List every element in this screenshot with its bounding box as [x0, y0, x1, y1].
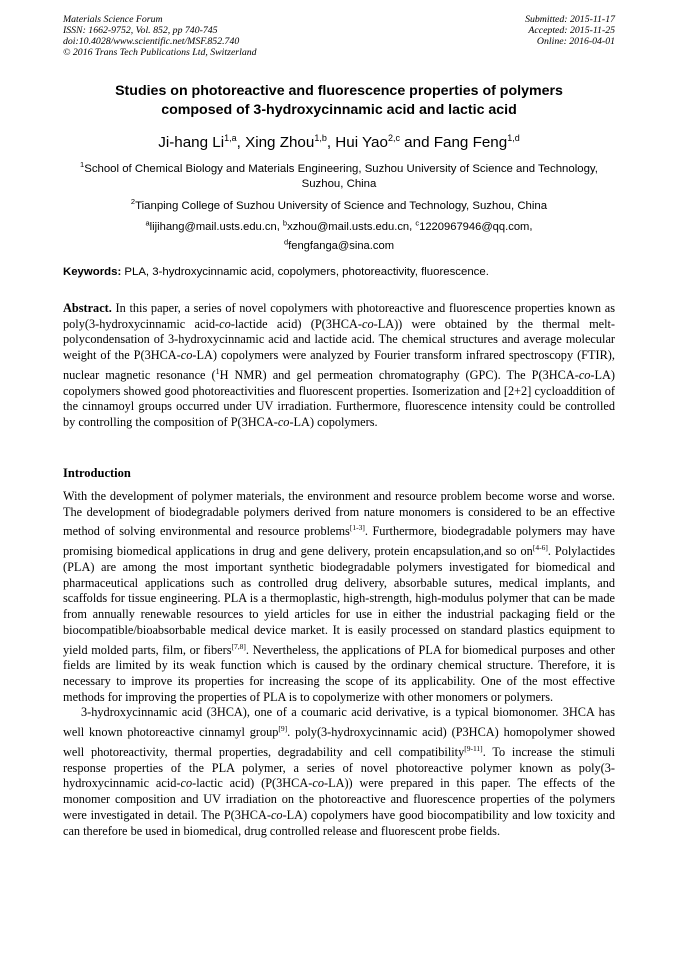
- email[interactable]: $^d$fengfanga@sina.com: [283, 237, 395, 253]
- paragraph: 3-hydroxycinnamic acid (3HCA), one of a coumaric acid derivative, is a typical biomonomer. 3HCA has well known photoreactive cinnamyl group[9]. poly(3-hydroxycinnamic acid) (P3HCA) homopolymer showed well photoreactivity, thermal properties, degradability and cell compatibility[9-11]. To increase the stimuli response properties of the PLA polymer, a series of novel photoreactive polymer known as poly(3-hydroxycinnamic acid-co-lactic acid) (P(3HCA-co-LA)) were prepared in this paper. The effects of the monomer composition and UV irradiation on the photoreactive and fluorescence properties of the polymers were investigated in detail. The P(3HCA-co-LA) copolymers have good biocompatibility and low toxicity and can therefore be used in biomedical, drug controlled release and fluorescent probe fields.: [63, 705, 616, 838]
- keywords: [63, 265, 615, 280]
- author: Ji-hang Li$^{1,a}$,: [158, 133, 246, 152]
- citation: [1-3]: [349, 523, 365, 533]
- keywords-text: PLA, 3-hydroxycinnamic acid, copolymers, photoreactivity, fluorescence.: [124, 266, 489, 278]
- paragraph: With the development of polymer materials, the environment and resource problem become worse and worse. The development of biodegradable polymers derived from nature monomers is considered to be an effective method of solving environmental and resource problems[1-3]. Furthermore, biodegradable polymers may have promising biomedical applications in drug and gene delivery, protein encapsulation,and so on[4-6]. Polylactides (PLA) are among the most important synthetic biodegradable polymers investigated for biomedical and pharmaceutical applications such as controlled drug delivery, absorbable sutures, medical implants, and scaffolds for tissue engineering. PLA is a thermoplastic, high-strength, high-modulus polymer that can be made from annually renewable resources to yield articles for use in either the industrial packaging field or the biocompatible/bioabsorbable medical device market. It is easily processed on standard plastics equipment to yield molded parts, film, or fibers[7,8]. Nevertheless, the applications of PLA for biomedical purposes and other fields are limited by its weak function which is caused by the ordinary chemical structure. Therefore, it is necessary to improve its properties for increasing the scope of its applicability. One of the most effective methods for improving the properties of PLA is to copolymerize with other monomers or polymers.: [63, 489, 615, 704]
- affiliation-2: $^2$Tianping College of Suzhou University of Science and Technology, Suzhou, China: [130, 197, 548, 212]
- header-right: [525, 14, 615, 47]
- author-list: [63, 129, 615, 152]
- header-left: [63, 14, 257, 58]
- citation: [7,8]: [231, 641, 246, 651]
- email[interactable]: $^a$lijihang@mail.usts.edu.cn: [145, 218, 277, 233]
- doi[interactable]: doi:10.4028/www.scientific.net/MSF.852.740: [63, 36, 240, 47]
- author: Xing Zhou$^{1,b}$,: [245, 133, 336, 152]
- abstract-label: Abstract.: [63, 301, 112, 315]
- citation: [9]: [278, 724, 288, 734]
- email[interactable]: $^c$1220967946@qq.com: [415, 218, 530, 233]
- introduction-heading: Introduction: [63, 466, 131, 480]
- paper-title: [63, 82, 615, 120]
- journal-name: Materials Science Forum: [63, 14, 163, 25]
- submitted-date: Submitted: 2015-11-17: [525, 14, 615, 25]
- title-line-1: Studies on photoreactive and fluorescence properties of polymers: [115, 83, 563, 99]
- copyright: © 2016 Trans Tech Publications Ltd, Switzerland: [63, 47, 257, 58]
- abstract: Abstract. In this paper, a series of novel copolymers with photoreactive and fluorescence properties known as poly(3-hydroxycinnamic acid-co-lactide acid) (P(3HCA-co-LA)) were obtained by the thermal melt-polycondensation of 3-hydroxycinnamic acid and lactide acid. The chemical structures and average molecular weight of the P(3HCA-co-LA) copolymers were analyzed by Fourier transform infrared spectroscopy (FTIR), nuclear magnetic resonance ($^1$H NMR) and gel permeation chromatography (GPC). The P(3HCA-co-LA) copolymers showed good photoreactivities and fluorescent properties. Isomerization and [2+2] cycloaddition of the cinnamoyl groups occurred under UV irradiation. Furthermore, fluorescence intensity could be controlled by controlling the composition of P(3HCA-co-LA) copolymers.: [63, 301, 616, 430]
- title-line-2: composed of 3-hydroxycinnamic acid and lactic acid: [161, 102, 517, 118]
- author: Hui Yao$^{2,c}$ and: [335, 133, 434, 152]
- keywords-label: Keywords:: [63, 266, 122, 278]
- citation: [9-11]: [464, 743, 483, 753]
- citation: [4-6]: [532, 543, 548, 553]
- author: Fang Feng$^{1,d}$: [433, 133, 520, 152]
- online-date: Online: 2016-04-01: [536, 36, 615, 47]
- introduction-body: [63, 489, 615, 839]
- email[interactable]: $^b$xzhou@mail.usts.edu.cn: [282, 218, 410, 233]
- issn: ISSN: 1662-9752, Vol. 852, pp 740-745: [63, 25, 218, 36]
- author-emails: $^a$lijihang@mail.usts.edu.cn, $^b$xzhou@mail.usts.edu.cn, $^c$1220967946@qq.com, $^d$fengfanga@sina.com: [145, 218, 533, 253]
- accepted-date: Accepted: 2015-11-25: [528, 25, 615, 36]
- affiliation-1: $^1$School of Chemical Biology and Materials Engineering, Suzhou University of Science and Technology, Suzhou, China: [80, 160, 598, 190]
